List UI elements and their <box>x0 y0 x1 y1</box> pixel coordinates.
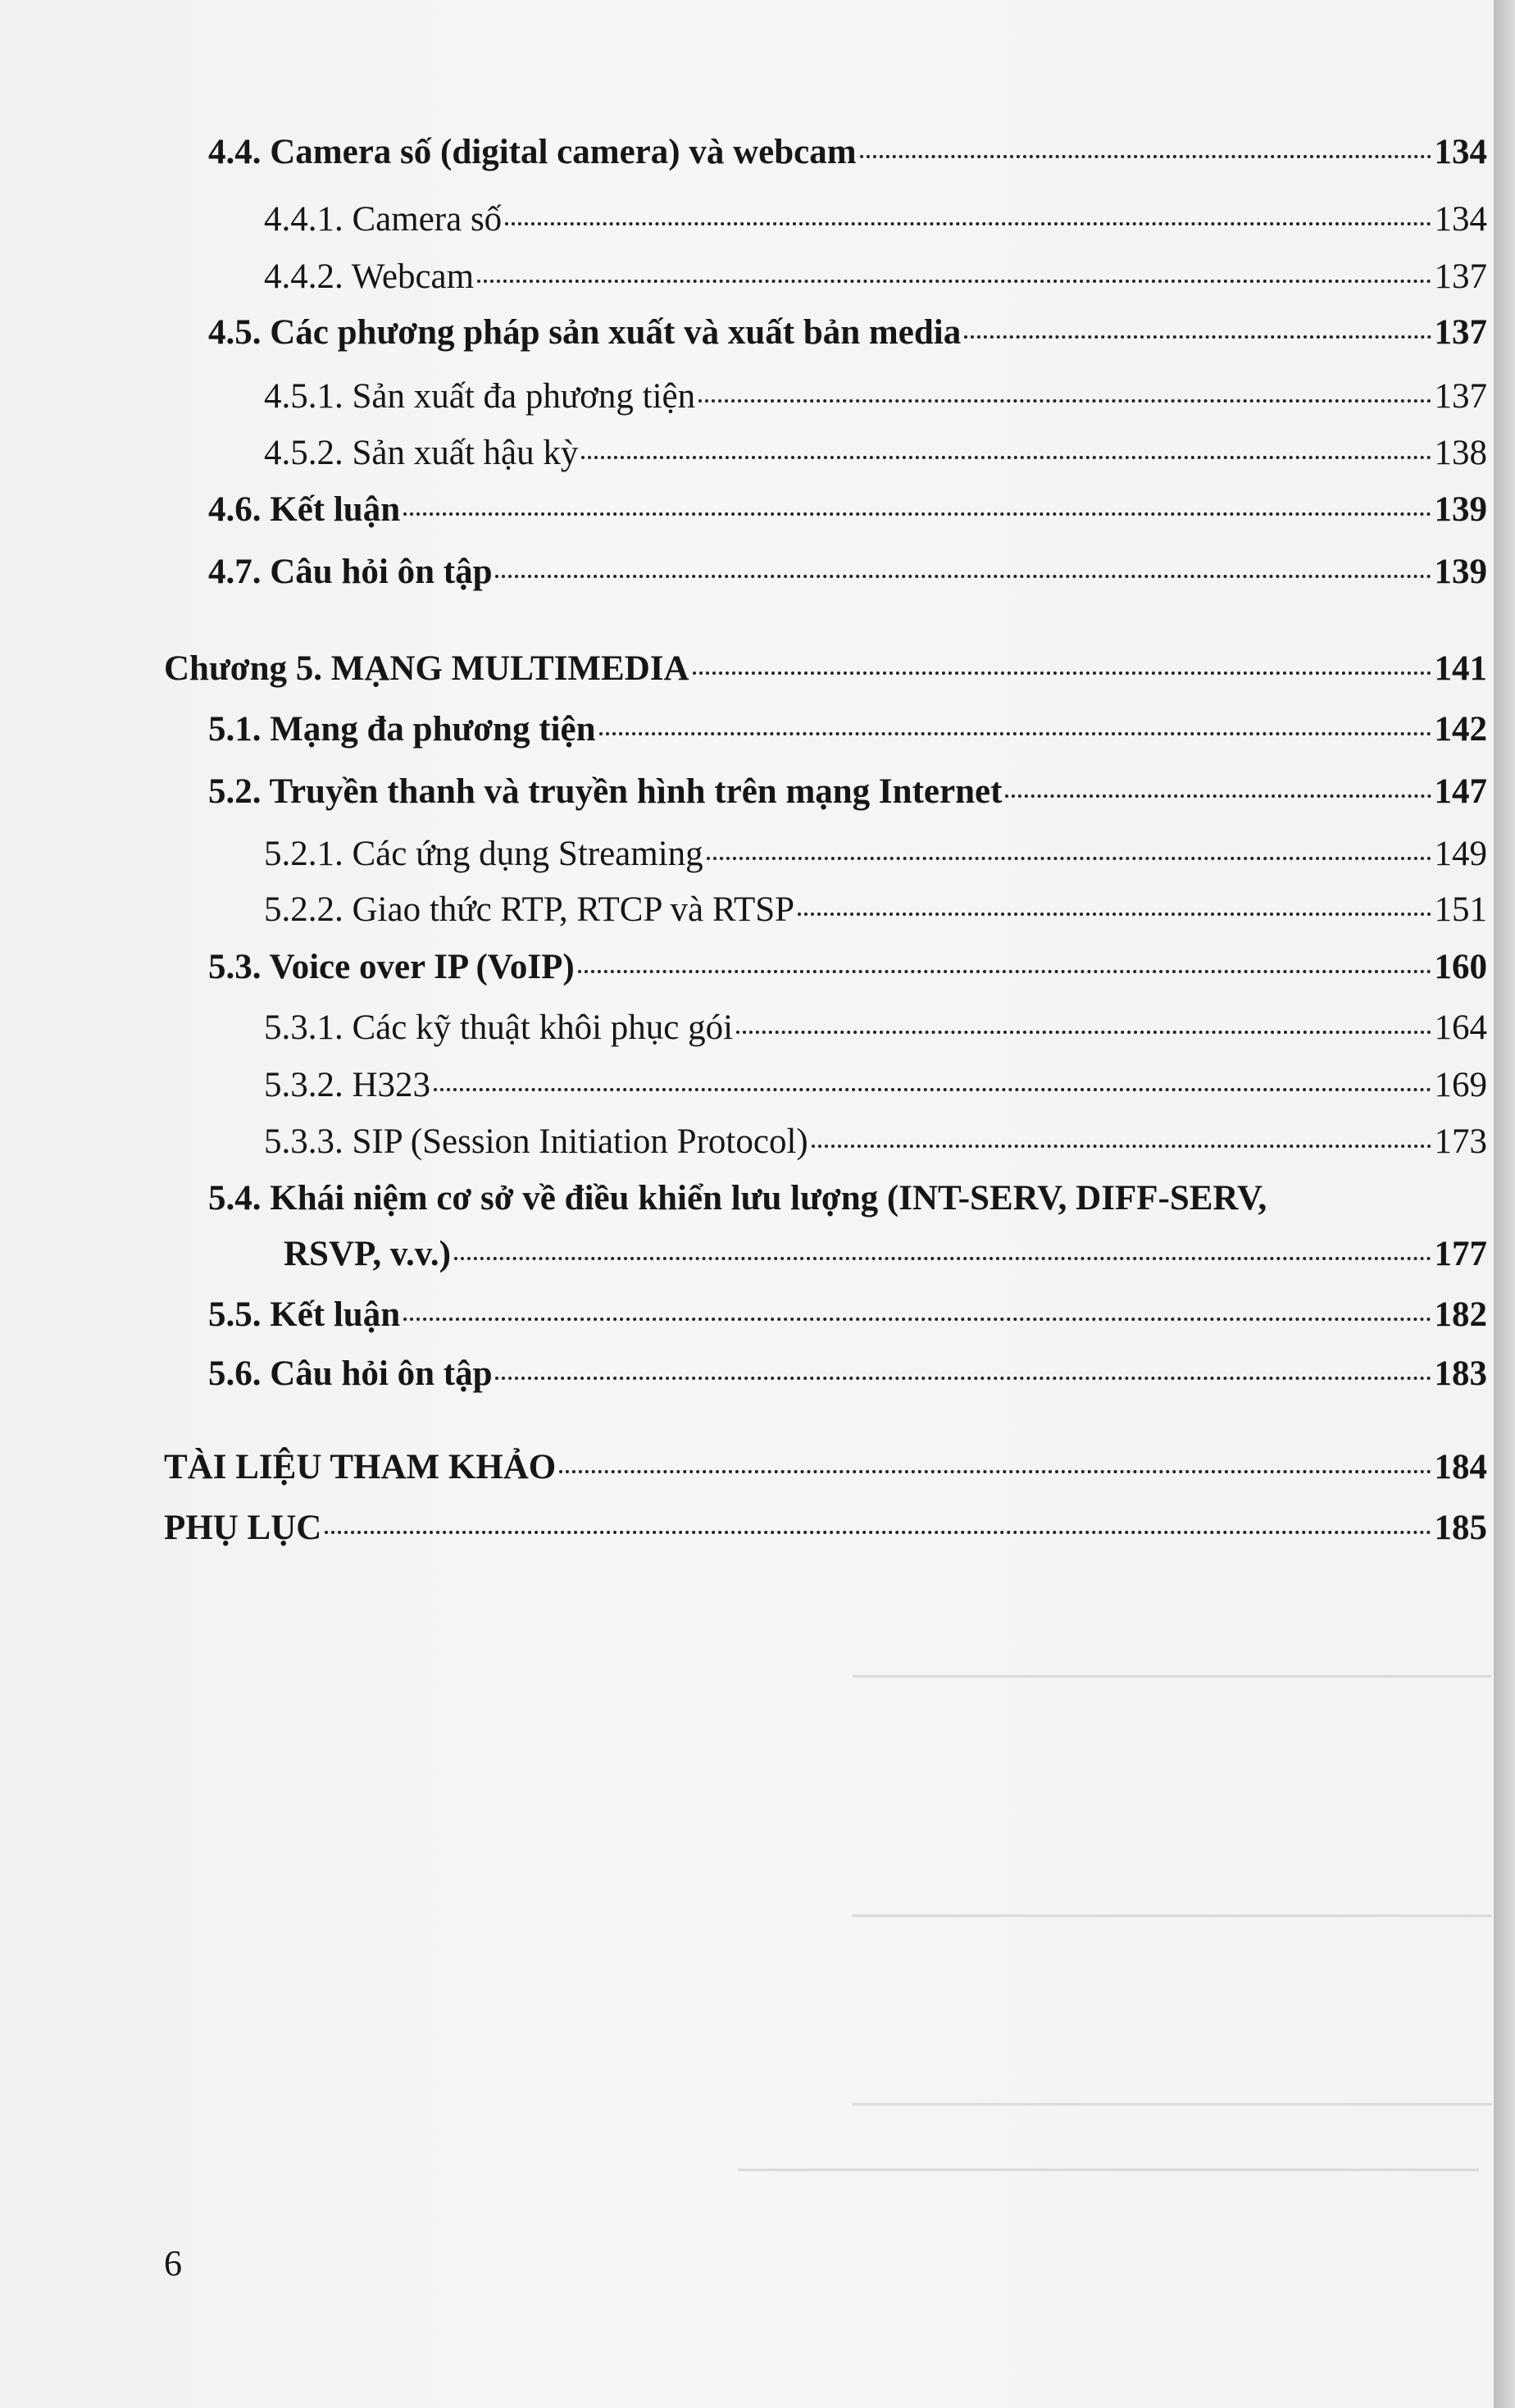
toc-entry-label: 5.3. Voice over IP (VoIP) <box>208 948 575 986</box>
toc-entry <box>208 312 1487 354</box>
leader-dots <box>798 913 1431 916</box>
toc-entry-label: 5.3.3. SIP (Session Initiation Protocol) <box>264 1122 808 1161</box>
leader-dots <box>434 1088 1431 1091</box>
leader-dots <box>693 671 1431 675</box>
leader-dots <box>860 155 1431 158</box>
toc-entry-label: 4.5.1. Sản xuất đa phương tiện <box>264 377 696 416</box>
toc-entry <box>264 432 1487 475</box>
toc-entry-page: 139 <box>1434 490 1487 529</box>
leader-dots <box>559 1470 1431 1473</box>
leader-dots <box>578 970 1431 973</box>
leader-dots <box>403 1318 1431 1321</box>
toc-entry-label: 4.4.2. Webcam <box>264 257 475 296</box>
toc-entry-label: 5.3.1. Các kỹ thuật khôi phục gói <box>264 1008 734 1047</box>
toc-entry-page: 137 <box>1434 257 1487 296</box>
toc-entry <box>208 489 1487 531</box>
toc-entry-page: 169 <box>1434 1066 1487 1104</box>
leader-dots <box>707 857 1431 860</box>
leader-dots <box>581 456 1431 459</box>
toc-entry-page: 137 <box>1434 377 1487 416</box>
toc-entry-page: 139 <box>1434 553 1487 591</box>
toc-entry-label: 5.3.2. H323 <box>264 1066 431 1104</box>
toc-entry <box>264 833 1487 876</box>
page-edge-shadow <box>1494 0 1515 2408</box>
toc-entry <box>208 708 1487 751</box>
toc-entry-page: 137 <box>1434 313 1487 352</box>
leader-dots <box>477 280 1431 283</box>
leader-dots <box>698 399 1431 403</box>
toc-entry <box>264 1121 1487 1163</box>
toc-entry-page: 177 <box>1434 1235 1487 1273</box>
toc-entry-page: 138 <box>1434 434 1487 472</box>
toc-entry-page: 185 <box>1434 1509 1487 1547</box>
leader-dots <box>964 335 1431 339</box>
toc-entry-label: 4.6. Kết luận <box>208 490 401 529</box>
toc-entry-page: 173 <box>1434 1122 1487 1161</box>
toc-entry <box>164 648 1487 690</box>
toc-entry <box>208 771 1487 813</box>
show-through-decoration: ───────────────────────── ───────────────────────── ───────────────────────── ───────────────────────────── <box>738 1655 1492 2189</box>
toc-entry-page: 147 <box>1434 772 1487 811</box>
toc-entry <box>164 1507 1487 1550</box>
toc-entry-label: 4.4. Camera số (digital camera) và webcam <box>208 133 857 171</box>
toc-entry-page: 134 <box>1434 200 1487 239</box>
toc-entry <box>208 131 1487 174</box>
toc-entry-label: 5.2.2. Giao thức RTP, RTCP và RTSP <box>264 890 795 929</box>
toc-entry <box>264 1007 1487 1049</box>
leader-dots <box>495 575 1431 578</box>
toc-entry-label: 4.5. Các phương pháp sản xuất và xuất bản media <box>208 313 962 352</box>
toc-entry-page: 160 <box>1434 948 1487 986</box>
toc-entry-label: 5.2.1. Các ứng dụng Streaming <box>264 835 703 873</box>
toc-entry <box>164 1446 1487 1489</box>
toc-entry-label: 4.4.1. Camera số <box>264 200 503 239</box>
toc-entry-page: 149 <box>1434 835 1487 873</box>
leader-dots <box>325 1531 1431 1534</box>
toc-entry-page: 134 <box>1434 133 1487 171</box>
toc-entry-label: 4.5.2. Sản xuất hậu kỳ <box>264 434 579 472</box>
toc-entry-label: 5.1. Mạng đa phương tiện <box>208 710 596 749</box>
leader-dots <box>599 732 1431 735</box>
toc-entry <box>264 889 1487 931</box>
leader-dots <box>736 1031 1431 1034</box>
leader-dots <box>495 1377 1431 1380</box>
toc-entry <box>208 1177 1487 1220</box>
toc-entry-label: Chương 5. MẠNG MULTIMEDIA <box>164 649 689 688</box>
toc-entry-label: 5.5. Kết luận <box>208 1295 401 1334</box>
toc-entry-label: 5.6. Câu hỏi ôn tập <box>208 1354 493 1393</box>
toc-entry-label: 5.4. Khái niệm cơ sở về điều khiển lưu lượng (INT-SERV, DIFF-SERV, <box>208 1179 1267 1218</box>
toc-entry-page: 182 <box>1434 1295 1487 1334</box>
toc-entry-page: 183 <box>1434 1354 1487 1393</box>
toc-entry-label: 4.7. Câu hỏi ôn tập <box>208 553 493 591</box>
toc-entry-page: 184 <box>1434 1448 1487 1486</box>
toc-entry <box>208 1294 1487 1336</box>
toc-entry <box>264 1064 1487 1107</box>
leader-dots <box>403 512 1431 516</box>
toc-entry-label: TÀI LIỆU THAM KHẢO <box>164 1448 557 1486</box>
toc-entry <box>264 256 1487 298</box>
toc-entry <box>208 551 1487 594</box>
toc-entry-page: 141 <box>1434 649 1487 688</box>
leader-dots <box>812 1145 1431 1148</box>
toc-entry-label-continued: RSVP, v.v.) <box>284 1235 451 1273</box>
toc-entry-page: 151 <box>1434 890 1487 929</box>
toc-entry <box>208 946 1487 989</box>
leader-dots <box>454 1257 1431 1260</box>
leader-dots <box>505 222 1431 225</box>
toc-entry <box>264 198 1487 241</box>
toc-entry-page: 164 <box>1434 1008 1487 1047</box>
leader-dots <box>1005 794 1431 798</box>
toc-entry-label: 5.2. Truyền thanh và truyền hình trên mạng Internet <box>208 772 1003 811</box>
toc-entry <box>264 376 1487 418</box>
toc-entry-label: PHỤ LỤC <box>164 1509 322 1547</box>
toc-entry-continuation <box>284 1233 1487 1276</box>
toc-entry <box>208 1353 1487 1395</box>
page-number: 6 <box>164 2243 182 2283</box>
toc-entry-page: 142 <box>1434 710 1487 749</box>
